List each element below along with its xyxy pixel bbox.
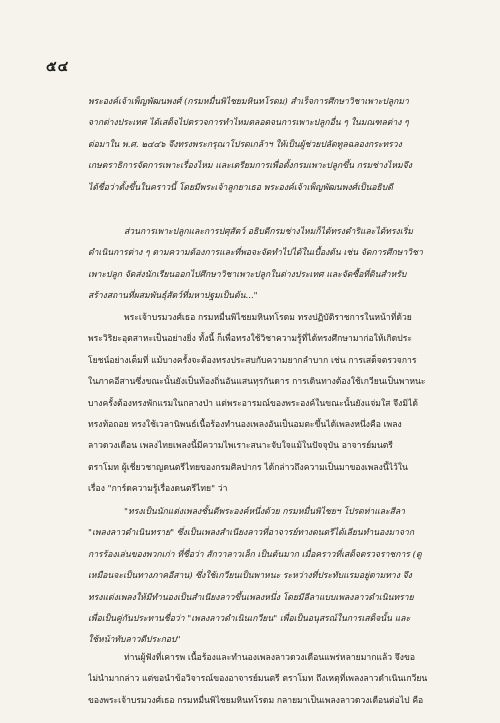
paragraph-3 bbox=[88, 308, 452, 501]
text-line: ได้ชื่อว่าตั้งขึ้นในคราวนี้ โดยมีพระเจ้าลูกยาเธอ พระองค์เจ้าเพ็ญพัฒนพงศ์เป็นอธิบดี bbox=[88, 182, 393, 193]
text-line: ท่านผู้ฟังที่เคารพ เนื้อร้องและทำนองเพลงลาวดวงเดือนแพร่หลายมากแล้ว จึงขอ bbox=[124, 653, 416, 663]
text-line: ส่วนการเพาะปลูกและการปศุสัตว์ อธิบดีกรมช่างไหมก็ได้ทรงดำริและได้ทรงเริ่ม bbox=[124, 227, 413, 237]
text-line: ดำเนินการต่าง ๆ ตามความต้องการและที่พอจะจัดทำไปได้ในเบื้องต้น เช่น จัดการศึกษาวิชา bbox=[88, 248, 423, 259]
text-line: ลาวดวงเดือน เพลงไทยเพลงนี้มีความไพเราะสนาะจับใจแม้ในปัจจุบัน อาจารย์มนตรี bbox=[88, 441, 393, 452]
paragraph-1 bbox=[88, 92, 452, 199]
text-line: พระวิริยะอุตสาหะเป็นอย่างยิ่ง ทั้งนี้ ก็เพื่อทรงใช้วิชาความรู้ที่ได้ทรงศึกษามาก่อให้เกิดประ bbox=[88, 334, 412, 345]
text-line: พระเจ้าบรมวงศ์เธอ กรมหมื่นพิไชยมหินทโรดม ทรงปฏิบัติราชการในหน้าที่ด้วย bbox=[124, 313, 412, 323]
text-line: "ทรงเป็นนักแต่งเพลงชั้นดีพระองค์หนึ่งด้วย กรมหมื่นพิไชยฯ โปรดท่าและสีลา bbox=[124, 507, 405, 517]
text-line: ของพระเจ้าบรมวงศ์เธอ กรมหมื่นพิไชยมหินทโรดม กลายมาเป็นเพลงลาวดวงเดือนต่อไป คือ bbox=[88, 695, 424, 706]
text-line: เหมือนจะเป็นทางภาคอีสาน) ซึ่งใช้เกวียนเป็นพาหนะ ระหว่างที่ประทับแรมอยู่ตามทาง จึง bbox=[88, 571, 412, 582]
text-line: ใช้หน้าทับลาวดีประกอบ" bbox=[88, 635, 181, 646]
text-line: การร้องเล่นของพวกเก่า ที่ชื่อว่า สักวาลาวเล็ก เป็นต้นมาก เมื่อคราวที่เสด็จตรวจราชการ (ตู bbox=[88, 549, 422, 560]
text-line: ต่อมาใน พ.ศ. ๒๔๔๖ จึงทรงพระกรุณาโปรดเกล้าฯ ให้เป็นผู้ช่วยปลัดทูลฉลองกระทรวง bbox=[88, 139, 402, 150]
text-line: ในภาคอีสานซึ่งขณะนั้นยังเป็นท้องถิ่นอันแสนทุรกันดาร การเดินทางต้องใช้เกวียนเป็นพาหนะ bbox=[88, 377, 426, 388]
paragraph-2 bbox=[88, 222, 452, 308]
text-line: ทรงท้อถอย ทรงใช้เวลานิพนธ์เนื้อร้องทำนองเพลงอันเป็นอมตะขึ้นได้เพลงหนึ่งคือ เพลง bbox=[88, 420, 402, 431]
paragraph-4 bbox=[88, 648, 452, 712]
text-line: พระองค์เจ้าเพ็ญพัฒนพงศ์ (กรมหมื่นพิไชยมหินทโรดม) สำเร็จการศึกษาวิชาเพาะปลูกมา bbox=[88, 97, 409, 107]
text-line: เรื่อง "การ์ดความรู้เรื่องดนตรีไทย" ว่า bbox=[88, 484, 228, 495]
text-line: บางครั้งต้องทรงพักแรมในกลางป่า แต่พระอารมณ์ของพระองค์ในขณะนั้นยังแจ่มใส จึงมิได้ bbox=[88, 398, 418, 409]
text-line: จากต่างประเทศ ได้เสด็จไปตรวจการทำไหมตลอดจนการเพาะปลูกอื่น ๆ ในมณฑลต่าง ๆ bbox=[88, 118, 409, 129]
text-line: เกษตราธิการจัดการเพาะเรื่องไหม และเตรียมการเพื่อตั้งกรมเพาะปลูกขึ้น กรมช่างไหมจึง bbox=[88, 161, 412, 172]
text-line: "เพลงลาวดำเนินทราย" ซึ่งเป็นเพลงสำเนียงลาวที่อาจารย์ทางดนตรีได้เลียนทำนองมาจาก bbox=[88, 528, 415, 539]
text-line: ทรงแต่งเพลงให้มีทำนองเป็นสำเนียงลาวขึ้นเพลงหนึ่ง โดยมีลีลาแบบเพลงลาวดำเนินทราย bbox=[88, 592, 414, 603]
text-line: ไม่นำมากล่าว แต่ขอนำข้อวิจารณ์ของอาจารย์มนตรี ตราโมท ถึงเหตุที่เพลงลาวดำเนินเกวียน bbox=[88, 674, 428, 685]
quotation bbox=[88, 502, 452, 652]
page-number: ๕๔ bbox=[46, 59, 70, 75]
text-line: ตราโมท ผู้เชี่ยวชาญดนตรีไทยของกรมศิลปากร ได้กล่าวถึงความเป็นมาของเพลงนี้ไว้ใน bbox=[88, 462, 408, 473]
text-line: สร้างสถานที่ผสมพันธุ์สัตว์ที่มหาปฐมเป็นต้น..." bbox=[88, 291, 258, 302]
text-line: เพาะปลูก จัดส่งนักเรียนออกไปศึกษาวิชาเพาะปลูกในต่างประเทศ และจัดซื้อที่ดินสำหรับ bbox=[88, 269, 407, 280]
text-line: เพื่อเป็นคู่กันประทานชื่อว่า "เพลงลาวดำเนินเกวียน" เพื่อเป็นอนุสรณ์ในการเสด็จนั้น และ bbox=[88, 614, 411, 625]
text-line: โยชน์อย่างเต็มที่ แม้บางครั้งจะต้องทรงประสบกับความยากลำบาก เช่น การเสด็จตรวจการ bbox=[88, 355, 417, 366]
